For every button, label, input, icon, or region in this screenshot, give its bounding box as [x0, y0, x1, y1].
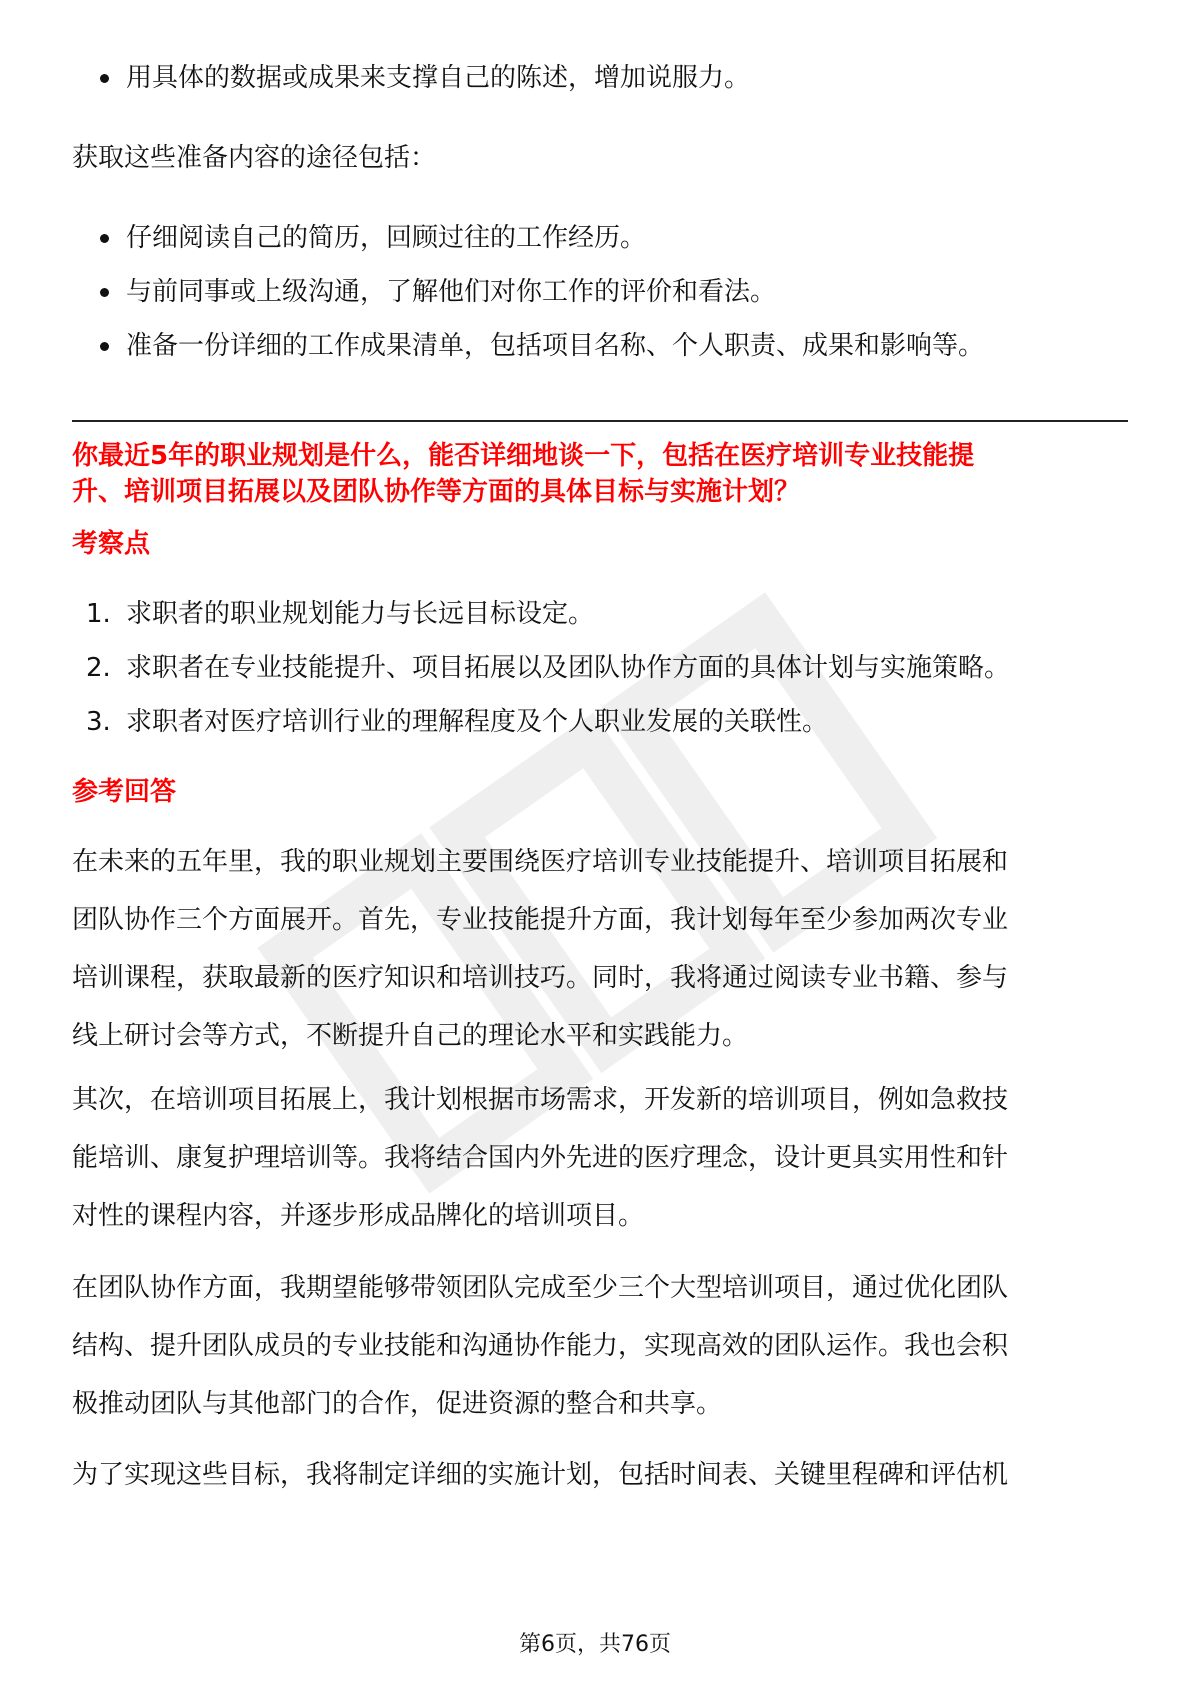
list-item: 3. 求职者对医疗培训行业的理解程度及个人职业发展的关联性。 [86, 707, 829, 737]
answer-title: 参考回答 [72, 777, 177, 807]
question-heading [72, 438, 1128, 510]
answer-paragraph-3: 在团队协作方面，我期望能够带领团队完成至少三个大型培训项目，通过优化团队 结构、提升团队成员的专业技能和沟通协作能力，实现高效的团队运作。我也会积 极推动团队与其他部门的合作，促进资源的整合和共享。 [72, 1273, 1009, 1419]
question-line-2: 升、培训项目拓展以及团队协作等方面的具体目标与实施计划？ [72, 477, 801, 507]
list-item: 准备一份详细的工作成果清单，包括项目名称、个人职责、成果和影响等。 [72, 328, 1128, 364]
bullet-dot-icon [100, 234, 109, 243]
list-item: 2. 求职者在专业技能提升、项目拓展以及团队协作方面的具体计划与实施策略。 [86, 653, 1011, 683]
section-divider [72, 420, 1128, 422]
page-footer: 第6页，共76页 [519, 1632, 671, 1657]
answer-paragraph-1: 在未来的五年里，我的职业规划主要围绕医疗培训专业技能提升、培训项目拓展和 团队协作三个方面展开。首先，专业技能提升方面，我计划每年至少参加两次专业 培训课程，获取最新的医疗知识和培训技巧。同时，我将通过阅读专业书籍、参与 线上研讨会等方式，不断提升自己的理论水平和实践能力。 [72, 847, 1009, 1051]
examine-list [72, 596, 1128, 760]
question-line-1: 你最近5年的职业规划是什么，能否详细地谈一下，包括在医疗培训专业技能提 [72, 441, 975, 471]
answer-paragraph-4: 为了实现这些目标，我将制定详细的实施计划，包括时间表、关键里程碑和评估机 [72, 1460, 1009, 1490]
list-item: 用具体的数据或成果来支撑自己的陈述，增加说服力。 [72, 60, 1128, 96]
list-item: 1. 求职者的职业规划能力与长远目标设定。 [86, 599, 595, 629]
list-item: 与前同事或上级沟通，了解他们对你工作的评价和看法。 [72, 274, 1128, 310]
bullet-dot-icon [100, 342, 109, 351]
intro-text: 获取这些准备内容的途径包括： [72, 143, 437, 173]
bullet-dot-icon [100, 74, 109, 83]
answer-paragraph-2: 其次，在培训项目拓展上，我计划根据市场需求，开发新的培训项目，例如急救技 能培训、康复护理培训等。我将结合国内外先进的医疗理念，设计更具实用性和针 对性的课程内容，并逐步形成品牌化的培训项目。 [72, 1085, 1009, 1231]
source-bullet-list [72, 220, 1128, 386]
top-bullet-list [72, 60, 1128, 118]
examine-title: 考察点 [72, 529, 151, 559]
list-item: 仔细阅读自己的简历，回顾过往的工作经历。 [72, 220, 1128, 256]
bullet-dot-icon [100, 288, 109, 297]
